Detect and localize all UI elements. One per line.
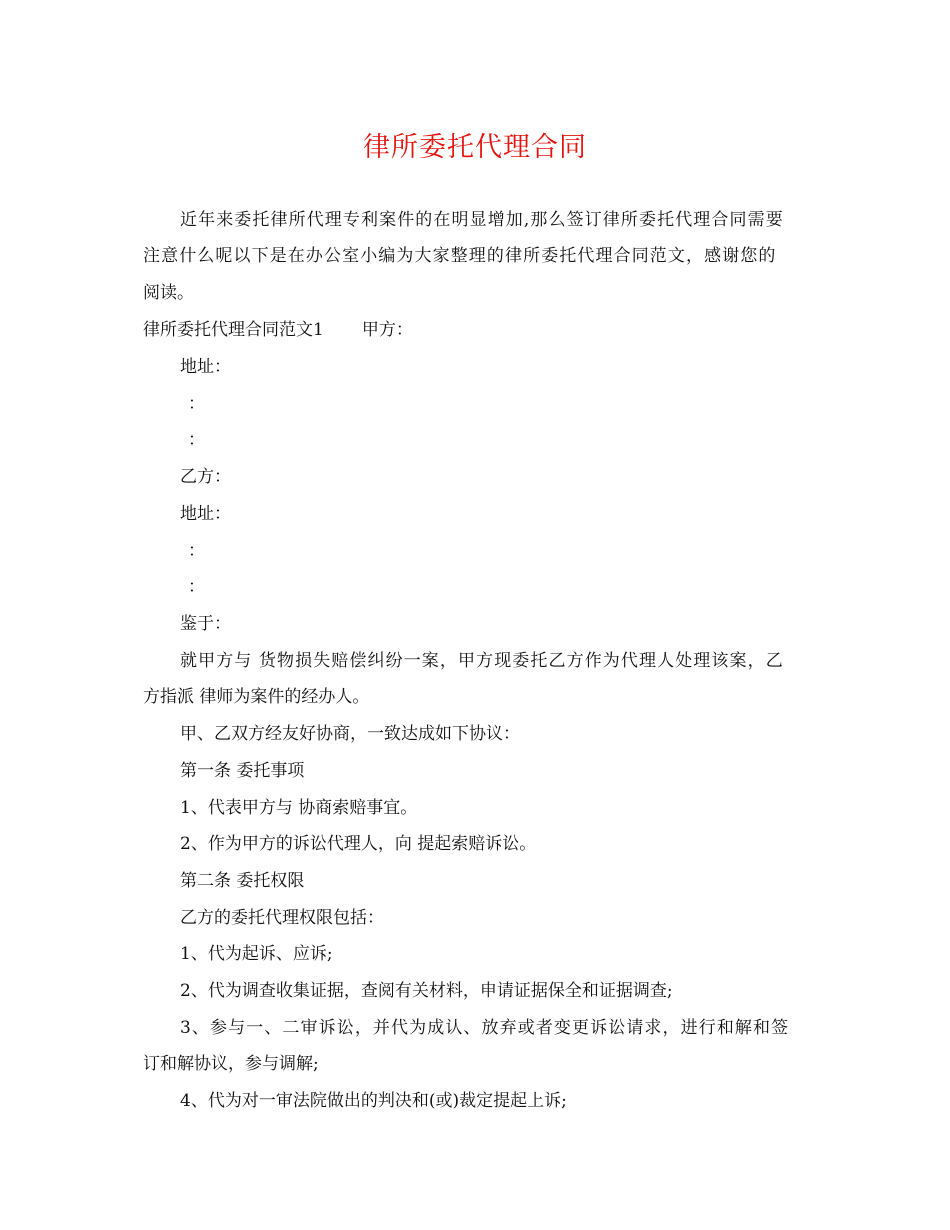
article-2-item-1: 1、代为起诉、应诉; — [180, 944, 333, 964]
article-2-title: 第二条 委托权限 — [180, 871, 305, 891]
article-2-item-3-line-1: 3、参与一、二审诉讼，并代为成认、放弃或者变更诉讼请求，进行和解和签 — [180, 1018, 790, 1038]
article-2-item-3-line-2: 订和解协议，参与调解; — [143, 1054, 319, 1074]
agreement-line: 甲、乙双方经友好协商，一致达成如下协议： — [180, 724, 520, 744]
whereas-heading: 鉴于： — [180, 614, 231, 634]
party-a-field-2: ： — [188, 430, 205, 450]
article-1-item-1: 1、代表甲方与 协商索赔事宜。 — [180, 798, 418, 818]
party-b-field-1: ： — [188, 541, 205, 561]
intro-line-1: 近年来委托律所代理专利案件的在明显增加,那么签订律所委托代理合同需要 — [180, 210, 784, 230]
document-title: 律所委托代理合同 — [363, 132, 587, 163]
intro-line-3: 阅读。 — [143, 283, 194, 303]
case-line-1: 就甲方与 货物损失赔偿纠纷一案，甲方现委托乙方作为代理人处理该案，乙 — [180, 651, 784, 671]
party-a-address: 地址： — [180, 357, 231, 377]
party-a-label: 甲方： — [361, 320, 413, 340]
article-2-item-2: 2、代为调查收集证据，查阅有关材料，申请证据保全和证据调查; — [180, 981, 673, 1001]
party-b-address: 地址： — [180, 504, 231, 524]
intro-line-2: 注意什么呢以下是在办公室小编为大家整理的律所委托代理合同范文，感谢您的 — [143, 246, 777, 266]
sample-heading: 律所委托代理合同范文1 — [143, 320, 324, 340]
party-a-field-1: ： — [188, 394, 205, 414]
case-line-2: 方指派 律师为案件的经办人。 — [143, 687, 370, 707]
article-1-item-2: 2、作为甲方的诉讼代理人，向 提起索赔诉讼。 — [180, 834, 537, 854]
article-2-intro: 乙方的委托代理权限包括： — [180, 908, 384, 928]
party-b-field-2: ： — [188, 577, 205, 597]
sample-heading-row — [143, 318, 413, 342]
article-2-item-4: 4、代为对一审法院做出的判决和(或)裁定提起上诉; — [180, 1091, 567, 1111]
article-1-title: 第一条 委托事项 — [180, 761, 305, 781]
party-b-label: 乙方： — [180, 467, 231, 487]
